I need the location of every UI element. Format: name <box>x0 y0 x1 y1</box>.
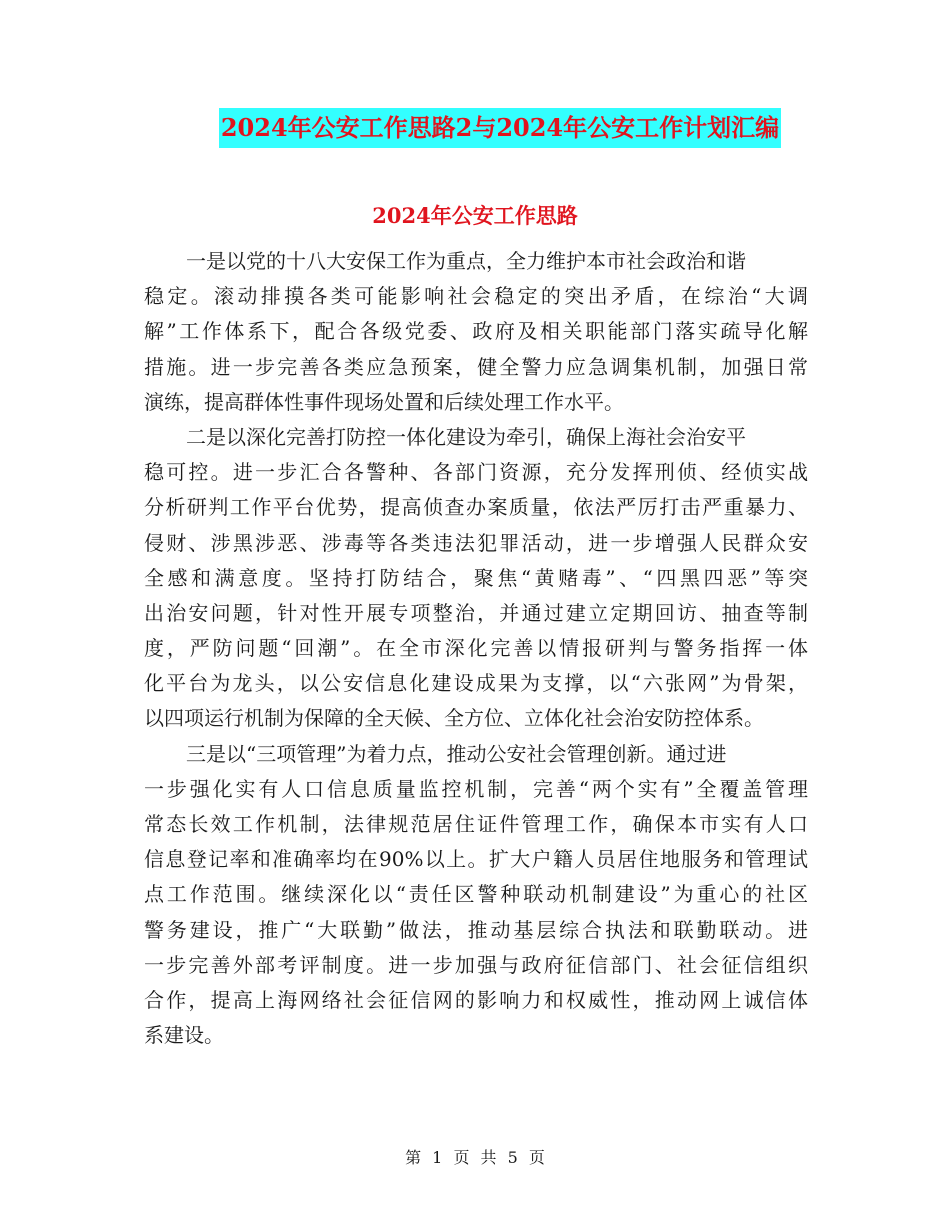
paragraph-1-line-2: 稳定。滚动排摸各类可能影响社会稳定的突出矛盾，在综治“大调 <box>144 284 808 309</box>
paragraph-2-line-3: 分析研判工作平台优势，提高侦查办案质量，依法严厉打击严重暴力、 <box>144 495 808 520</box>
paragraph-3-line-4: 信息登记率和准确率均在90%以上。扩大户籍人员居住地服务和管理试 <box>144 847 808 872</box>
paragraph-1-line-5: 演练，提高群体性事件现场处置和后续处理工作水平。 <box>144 389 624 414</box>
paragraph-2-line-4: 侵财、涉黑涉恶、涉毒等各类违法犯罪活动，进一步增强人民群众安 <box>144 530 808 555</box>
paragraph-1-line-1: 一是以党的十八大安保工作为重点，全力维护本市社会政治和谐 <box>186 249 746 273</box>
paragraph-3-line-3: 常态长效工作机制，法律规范居住证件管理工作，确保本市实有人口 <box>144 812 808 836</box>
paragraph-3-line-7: 一步完善外部考评制度。进一步加强与政府征信部门、社会征信组织 <box>144 952 808 977</box>
paragraph-2-line-9: 以四项运行机制为保障的全天候、全方位、立体化社会治安防控体系。 <box>144 706 764 731</box>
document-body <box>144 244 808 1053</box>
paragraph-3-line-8: 合作，提高上海网络社会征信网的影响力和权威性，推动网上诚信体 <box>144 987 808 1012</box>
paragraph-3-line-5: 点工作范围。继续深化以“责任区警种联动机制建设”为重心的社区 <box>144 882 808 907</box>
paragraph-1-line-4: 措施。进一步完善各类应急预案，健全警力应急调集机制，加强日常 <box>144 354 808 379</box>
paragraph-2-line-8: 化平台为龙头，以公安信息化建设成果为支撑，以“六张网”为骨架， <box>144 671 808 696</box>
paragraph-3-line-1: 三是以“三项管理”为着力点，推动公安社会管理创新。通过进 <box>186 741 727 766</box>
page-number-footer: 第 1 页 共 5 页 <box>405 1148 545 1167</box>
paragraph-3-line-9: 系建设。 <box>144 1023 224 1048</box>
document-title: 2024年公安工作思路2与2024年公安工作计划汇编 <box>219 108 781 148</box>
paragraph-2-line-2: 稳可控。进一步汇合各警种、各部门资源，充分发挥刑侦、经侦实战 <box>144 460 808 485</box>
paragraph-3-line-2: 一步强化实有人口信息质量监控机制，完善“两个实有”全覆盖管理 <box>144 776 808 801</box>
section-heading: 2024年公安工作思路 <box>372 203 578 228</box>
paragraph-1-line-3: 解”工作体系下，配合各级党委、政府及相关职能部门落实疏导化解 <box>144 319 808 344</box>
document-title-container <box>0 108 950 148</box>
paragraph-2-line-7: 度，严防问题“回潮”。在全市深化完善以情报研判与警务指挥一体 <box>144 636 808 661</box>
paragraph-3-line-6: 警务建设，推广“大联勤”做法，推动基层综合执法和联勤联动。进 <box>144 917 808 942</box>
paragraph-2-line-1: 二是以深化完善打防控一体化建设为牵引，确保上海社会治安平 <box>186 424 746 449</box>
paragraph-2-line-5: 全感和满意度。坚持打防结合，聚焦“黄赌毒”、“四黑四恶”等突 <box>144 565 808 590</box>
paragraph-2-line-6: 出治安问题，针对性开展专项整治，并通过建立定期回访、抽查等制 <box>144 600 808 625</box>
